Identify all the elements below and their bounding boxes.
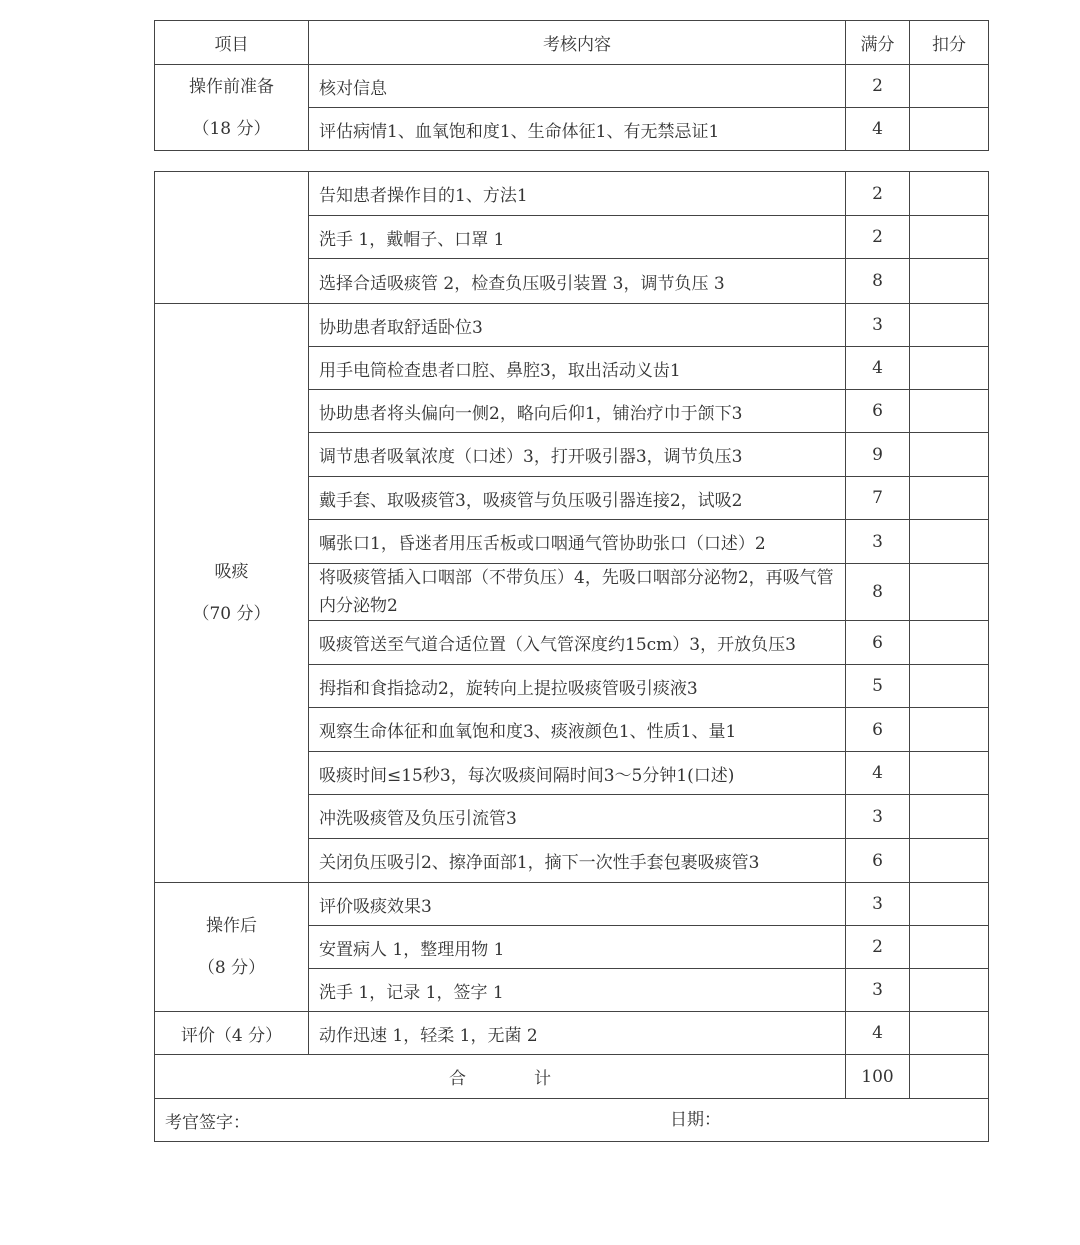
item-points: 3 bbox=[846, 520, 910, 564]
table-row bbox=[155, 1012, 989, 1055]
deduction-cell[interactable] bbox=[910, 259, 989, 304]
score-table-part-1 bbox=[154, 20, 989, 151]
item-points: 3 bbox=[846, 969, 910, 1012]
total-points: 100 bbox=[846, 1055, 910, 1099]
deduction-cell[interactable] bbox=[910, 969, 989, 1012]
item-points: 8 bbox=[846, 259, 910, 304]
header-content: 考核内容 bbox=[309, 21, 846, 65]
item-content: 告知患者操作目的1、方法1 bbox=[309, 172, 846, 216]
item-content: 观察生命体征和血氧饱和度3、痰液颜色1、性质1、量1 bbox=[309, 708, 846, 752]
item-content: 安置病人 1，整理用物 1 bbox=[309, 926, 846, 969]
deduction-cell[interactable] bbox=[910, 752, 989, 795]
deduction-cell[interactable] bbox=[910, 390, 989, 433]
header-full-score: 满分 bbox=[846, 21, 910, 65]
item-points: 4 bbox=[846, 108, 910, 151]
item-points: 3 bbox=[846, 795, 910, 839]
deduction-cell[interactable] bbox=[910, 1012, 989, 1055]
item-points: 4 bbox=[846, 347, 910, 390]
category-prep-continued bbox=[155, 172, 309, 304]
table-row bbox=[155, 304, 989, 347]
deduction-cell[interactable] bbox=[910, 564, 989, 621]
deduction-cell[interactable] bbox=[910, 665, 989, 708]
item-content: 吸痰时间≤15秒3，每次吸痰间隔时间3～5分钟1(口述) bbox=[309, 752, 846, 795]
item-content: 核对信息 bbox=[309, 65, 846, 108]
category-after bbox=[155, 883, 309, 1012]
deduction-cell[interactable] bbox=[910, 926, 989, 969]
item-content: 用手电筒检查患者口腔、鼻腔3，取出活动义齿1 bbox=[309, 347, 846, 390]
deduction-cell[interactable] bbox=[910, 708, 989, 752]
item-points: 6 bbox=[846, 839, 910, 883]
deduction-cell[interactable] bbox=[910, 433, 989, 477]
deduction-cell[interactable] bbox=[910, 621, 989, 665]
item-points: 8 bbox=[846, 564, 910, 621]
deduction-cell[interactable] bbox=[910, 65, 989, 108]
category-score: （8 分） bbox=[197, 958, 266, 978]
table-row bbox=[155, 172, 989, 216]
deduction-cell[interactable] bbox=[910, 172, 989, 216]
item-points: 7 bbox=[846, 477, 910, 520]
deduction-cell[interactable] bbox=[910, 216, 989, 259]
deduction-cell[interactable] bbox=[910, 108, 989, 151]
item-points: 5 bbox=[846, 665, 910, 708]
item-points: 2 bbox=[846, 216, 910, 259]
item-content: 拇指和食指捻动2，旋转向上提拉吸痰管吸引痰液3 bbox=[309, 665, 846, 708]
item-content: 评估病情1、血氧饱和度1、生命体征1、有无禁忌证1 bbox=[309, 108, 846, 151]
deduction-cell[interactable] bbox=[910, 347, 989, 390]
item-content: 冲洗吸痰管及负压引流管3 bbox=[309, 795, 846, 839]
signature-row bbox=[155, 1099, 989, 1142]
category-prep bbox=[155, 65, 309, 151]
category-score: （18 分） bbox=[192, 118, 271, 139]
item-content: 戴手套、取吸痰管3，吸痰管与负压吸引器连接2，试吸2 bbox=[309, 477, 846, 520]
category-title: 操作前准备 bbox=[189, 76, 274, 97]
category-score: （70 分） bbox=[192, 604, 271, 624]
score-table-part-2 bbox=[154, 171, 989, 1142]
table-row bbox=[155, 883, 989, 926]
table-row bbox=[155, 65, 989, 108]
item-points: 6 bbox=[846, 390, 910, 433]
item-content: 协助患者将头偏向一侧2，略向后仰1，铺治疗巾于颌下3 bbox=[309, 390, 846, 433]
deduction-cell[interactable] bbox=[910, 795, 989, 839]
item-points: 4 bbox=[846, 752, 910, 795]
total-row bbox=[155, 1055, 989, 1099]
item-content: 调节患者吸氧浓度（口述）3，打开吸引器3，调节负压3 bbox=[309, 433, 846, 477]
item-content: 嘱张口1，昏迷者用压舌板或口咽通气管协助张口（口述）2 bbox=[309, 520, 846, 564]
item-points: 3 bbox=[846, 304, 910, 347]
header-deduction: 扣分 bbox=[910, 21, 989, 65]
header-row bbox=[155, 21, 989, 65]
deduction-cell[interactable] bbox=[910, 477, 989, 520]
deduction-cell[interactable] bbox=[910, 839, 989, 883]
item-content: 将吸痰管插入口咽部（不带负压）4，先吸口咽部分泌物2，再吸气管内分泌物2 bbox=[309, 564, 846, 621]
header-item: 项目 bbox=[155, 21, 309, 65]
item-content: 关闭负压吸引2、擦净面部1，摘下一次性手套包裹吸痰管3 bbox=[309, 839, 846, 883]
item-points: 2 bbox=[846, 65, 910, 108]
item-content: 吸痰管送至气道合适位置（入气管深度约15cm）3，开放负压3 bbox=[309, 621, 846, 665]
item-points: 6 bbox=[846, 621, 910, 665]
item-content: 评价吸痰效果3 bbox=[309, 883, 846, 926]
deduction-cell[interactable] bbox=[910, 520, 989, 564]
item-content: 协助患者取舒适卧位3 bbox=[309, 304, 846, 347]
total-deduction-cell[interactable] bbox=[910, 1055, 989, 1099]
category-suction bbox=[155, 304, 309, 883]
item-points: 9 bbox=[846, 433, 910, 477]
item-content: 选择合适吸痰管 2，检查负压吸引装置 3，调节负压 3 bbox=[309, 259, 846, 304]
signature-cell[interactable] bbox=[155, 1099, 989, 1142]
total-label: 合 计 bbox=[155, 1055, 846, 1099]
deduction-cell[interactable] bbox=[910, 304, 989, 347]
category-title: 操作后 bbox=[206, 916, 257, 936]
deduction-cell[interactable] bbox=[910, 883, 989, 926]
category-title: 吸痰 bbox=[214, 562, 249, 582]
item-content: 动作迅速 1，轻柔 1，无菌 2 bbox=[309, 1012, 846, 1055]
item-points: 3 bbox=[846, 883, 910, 926]
item-points: 2 bbox=[846, 926, 910, 969]
date-label: 日期： bbox=[670, 1110, 721, 1130]
category-evaluation: 评价（4 分） bbox=[155, 1012, 309, 1055]
item-content: 洗手 1，记录 1，签字 1 bbox=[309, 969, 846, 1012]
item-points: 6 bbox=[846, 708, 910, 752]
item-points: 2 bbox=[846, 172, 910, 216]
item-content: 洗手 1，戴帽子、口罩 1 bbox=[309, 216, 846, 259]
examiner-signature-label: 考官签字： bbox=[165, 1112, 250, 1133]
item-points: 4 bbox=[846, 1012, 910, 1055]
